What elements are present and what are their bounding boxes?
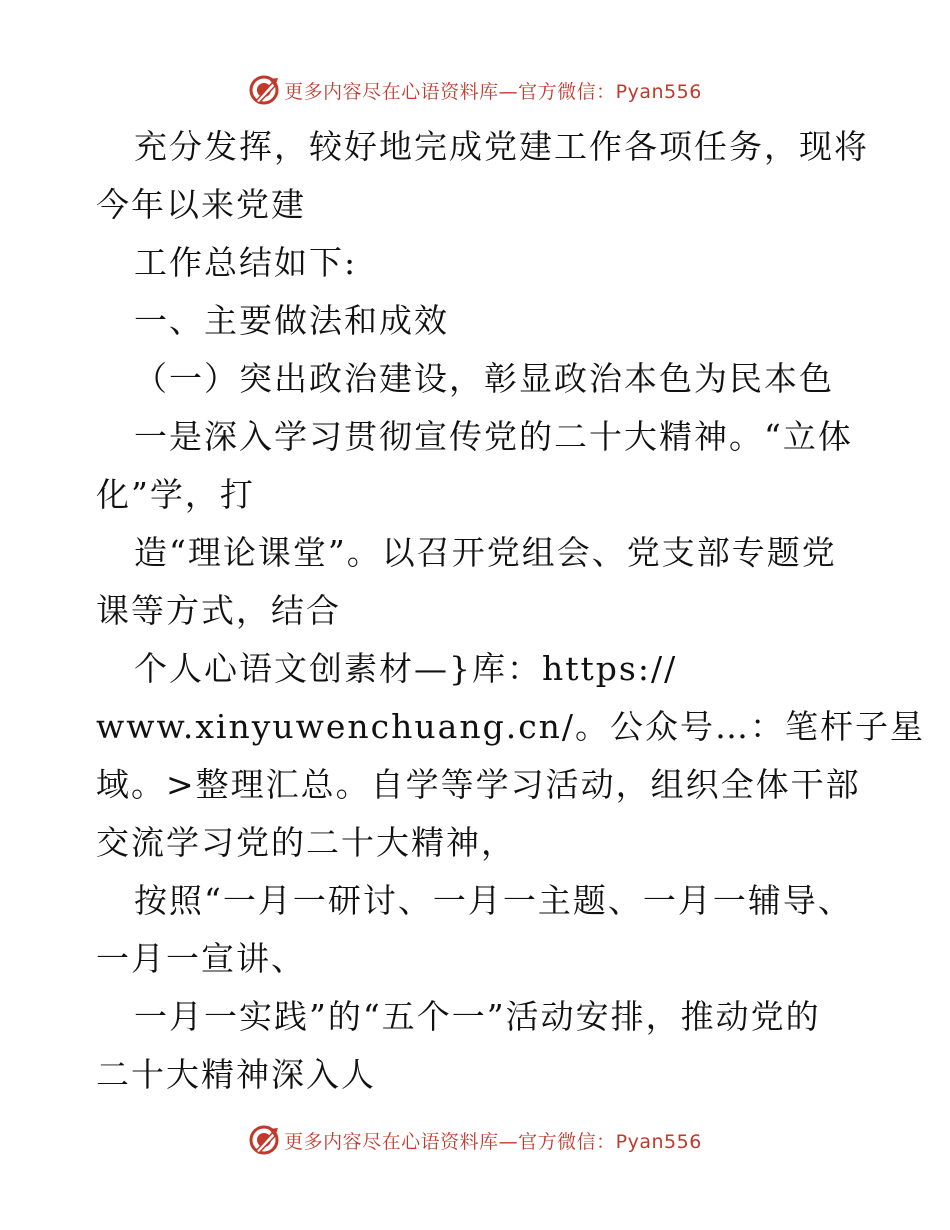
paragraph-line: 课等方式，结合 [96, 591, 341, 630]
paragraph-line: 今年以来党建 [96, 185, 306, 224]
paragraph-line: 交流学习党的二十大精神， [96, 823, 516, 862]
paragraph-line: 一月一实践”的“五个一”活动安排，推动党的 [134, 997, 821, 1036]
header-banner [0, 70, 950, 110]
paragraph-line: 充分发挥，较好地完成党建工作各项任务，现将 [134, 127, 869, 166]
section-heading: 一、主要做法和成效 [134, 301, 449, 340]
paragraph-line: 域。>整理汇总。自学等学习活动，组织全体干部 [96, 765, 861, 804]
paragraph-line: 一是深入学习贯彻宣传党的二十大精神。“立体 [134, 417, 853, 456]
paragraph-line: 化”学，打 [96, 475, 255, 514]
footer-banner [0, 1120, 950, 1160]
header-banner-text: 更多内容尽在心语资料库—官方微信：Pyan556 [284, 80, 702, 103]
document-body [96, 118, 926, 1104]
paragraph-line: 二十大精神深入人 [96, 1055, 376, 1094]
paragraph-line: 造“理论课堂”。以召开党组会、党支部专题党 [134, 533, 837, 572]
paragraph-line: 个人心语文创素材—}库：https:// [134, 649, 678, 688]
seal-pen-icon [248, 74, 280, 106]
paragraph-line: www.xinyuwenchuang.cn/。公众号…：笔杆子星 [96, 707, 926, 746]
footer-banner-text: 更多内容尽在心语资料库—官方微信：Pyan556 [284, 1130, 702, 1153]
paragraph-line: 按照“一月一研讨、一月一主题、一月一辅导、 [134, 881, 853, 920]
seal-pen-icon [248, 1124, 280, 1156]
paragraph-line: 工作总结如下: [134, 243, 358, 282]
paragraph-line: 一月一宣讲、 [96, 939, 306, 978]
subsection-heading: （一）突出政治建设，彰显政治本色为民本色 [134, 359, 834, 398]
